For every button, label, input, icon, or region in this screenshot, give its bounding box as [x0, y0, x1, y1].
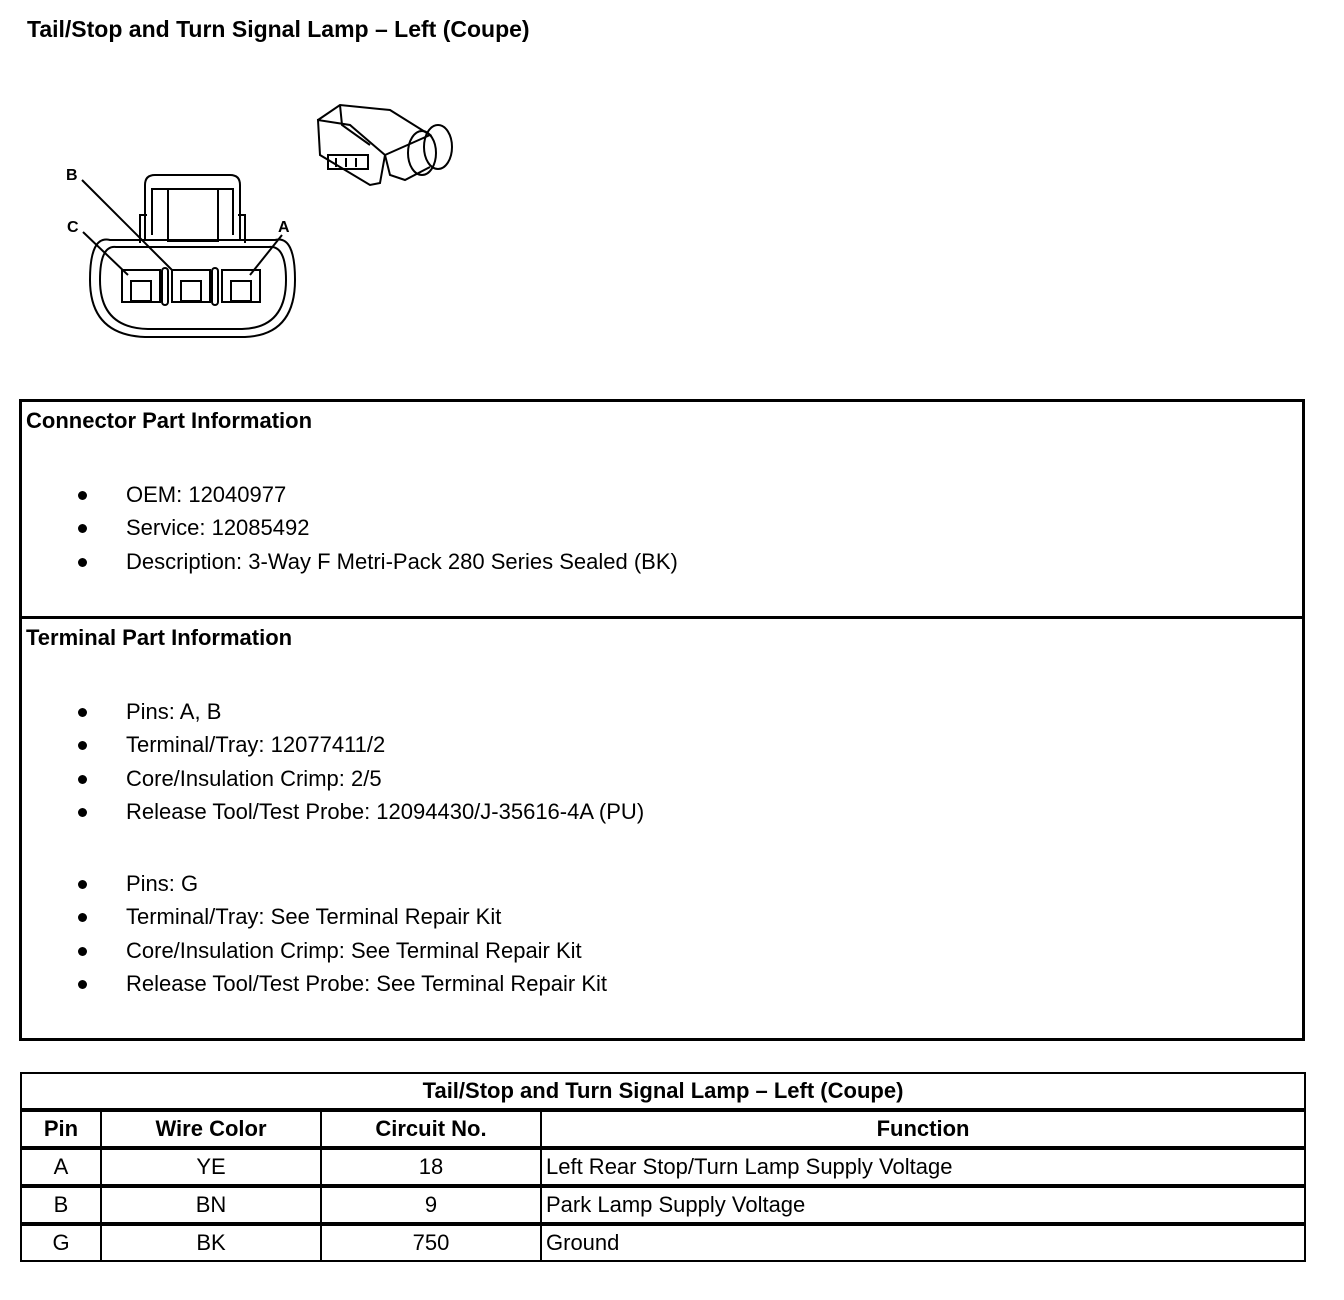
- connector-part-list: [22, 478, 678, 578]
- bullet-icon: [78, 524, 87, 533]
- list-item: Release Tool/Test Probe: See Terminal Repair Kit: [22, 967, 607, 1000]
- table-title-row: [21, 1073, 1305, 1110]
- bullet-icon: [78, 708, 87, 717]
- bullet-icon: [78, 558, 87, 567]
- bullet-icon: [78, 947, 87, 956]
- connector-face-inner: [100, 247, 286, 329]
- cell-pin: G: [21, 1224, 101, 1261]
- bullet-icon: [78, 741, 87, 750]
- list-item: Terminal/Tray: 12077411/2: [22, 728, 644, 761]
- table-row: [21, 1224, 1305, 1261]
- cell-pin: B: [21, 1186, 101, 1224]
- cell-pin: A: [21, 1148, 101, 1186]
- cavity-b: [172, 270, 210, 302]
- bullet-icon: [78, 775, 87, 784]
- terminal-part-information: [22, 619, 1302, 1038]
- part-information-box: [19, 399, 1305, 1041]
- list-item: Core/Insulation Crimp: See Terminal Repair Kit: [22, 934, 607, 967]
- page-title: Tail/Stop and Turn Signal Lamp – Left (Coupe): [27, 16, 530, 42]
- table-title: Tail/Stop and Turn Signal Lamp – Left (Coupe): [21, 1073, 1305, 1110]
- list-item: OEM: 12040977: [22, 478, 678, 511]
- cell-wire-color: BN: [101, 1186, 321, 1224]
- connector-latch: [145, 175, 240, 240]
- list-item: Release Tool/Test Probe: 12094430/J-35616-4A (PU): [22, 795, 644, 828]
- cell-function: Park Lamp Supply Voltage: [541, 1186, 1305, 1224]
- pin-label-a: A: [278, 219, 290, 236]
- list-item: Core/Insulation Crimp: 2/5: [22, 762, 644, 795]
- bullet-icon: [78, 913, 87, 922]
- bullet-icon: [78, 491, 87, 500]
- list-item: Description: 3-Way F Metri-Pack 280 Series Sealed (BK): [22, 545, 678, 578]
- cavity-a: [222, 270, 260, 302]
- list-item: Pins: A, B: [22, 695, 644, 728]
- terminal-part-list-1: [22, 695, 644, 828]
- cell-circuit-no: 9: [321, 1186, 541, 1224]
- header-pin: Pin: [21, 1110, 101, 1148]
- table-row: [21, 1186, 1305, 1224]
- list-item: Pins: G: [22, 867, 607, 900]
- table-row: [21, 1148, 1305, 1186]
- bullet-icon: [78, 980, 87, 989]
- table-header-row: [21, 1110, 1305, 1148]
- cell-wire-color: BK: [101, 1224, 321, 1261]
- connector-part-information: [22, 402, 1302, 619]
- list-item: Terminal/Tray: See Terminal Repair Kit: [22, 900, 607, 933]
- cell-circuit-no: 750: [321, 1224, 541, 1261]
- bullet-icon: [78, 880, 87, 889]
- terminal-part-list-2: [22, 867, 607, 1000]
- header-function: Function: [541, 1110, 1305, 1148]
- terminal-part-heading: Terminal Part Information: [26, 625, 293, 650]
- pin-label-b: B: [66, 167, 78, 184]
- connector-isometric-sketch: [318, 105, 452, 185]
- pin-table: [20, 1072, 1306, 1262]
- cell-function: Left Rear Stop/Turn Lamp Supply Voltage: [541, 1148, 1305, 1186]
- cell-circuit-no: 18: [321, 1148, 541, 1186]
- cell-wire-color: YE: [101, 1148, 321, 1186]
- connector-diagram: [50, 85, 470, 355]
- connector-part-heading: Connector Part Information: [26, 408, 313, 433]
- pin-label-c: C: [67, 219, 79, 236]
- cell-function: Ground: [541, 1224, 1305, 1261]
- header-circuit-no: Circuit No.: [321, 1110, 541, 1148]
- list-item: Service: 12085492: [22, 511, 678, 544]
- bullet-icon: [78, 808, 87, 817]
- header-wire-color: Wire Color: [101, 1110, 321, 1148]
